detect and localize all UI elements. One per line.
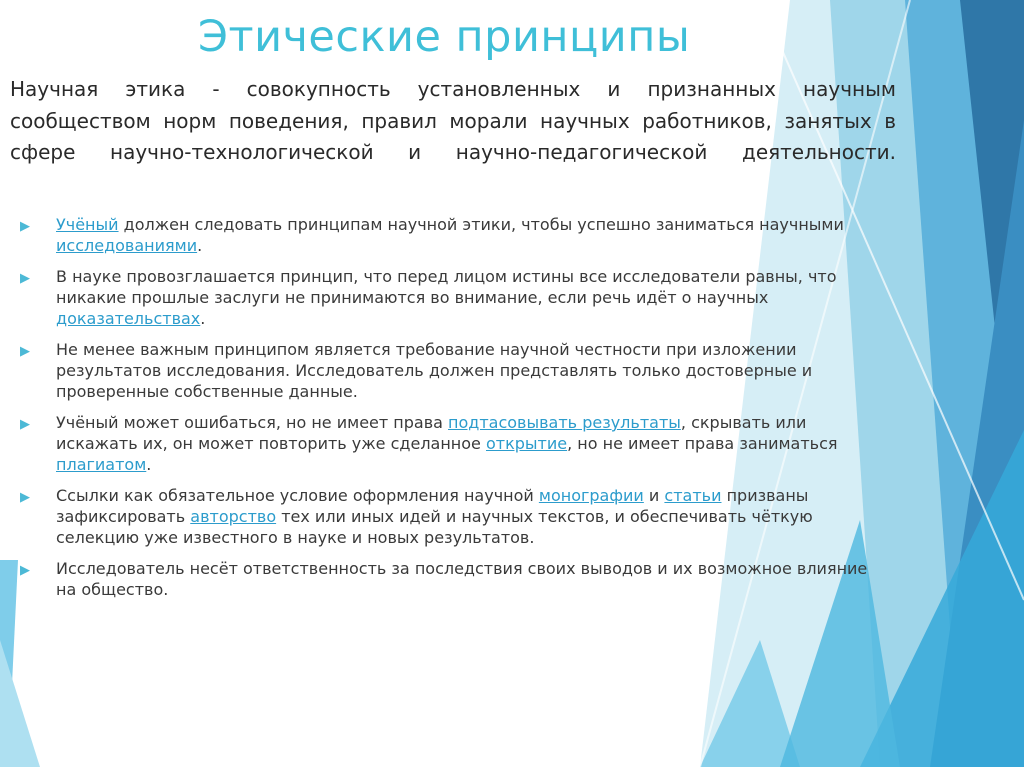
bullet-list bbox=[20, 214, 890, 610]
bullet-item bbox=[20, 558, 890, 600]
bullet-text: Исследователь несёт ответственность за последствия своих выводов и их возможное влияние на общество. bbox=[56, 559, 868, 599]
bullet-text: Ссылки как обязательное условие оформления научной bbox=[56, 486, 539, 505]
bullet-item bbox=[20, 214, 890, 256]
bullet-text: призваны зафиксировать bbox=[56, 486, 809, 526]
bullet-arrow-icon: ▶ bbox=[20, 271, 30, 286]
bullet-text: , скрывать или искажать их, он может повторить уже сделанное bbox=[56, 413, 807, 453]
bullet-arrow-icon: ▶ bbox=[20, 490, 30, 505]
bullet-arrow-icon: ▶ bbox=[20, 219, 30, 234]
bullet-arrow-icon: ▶ bbox=[20, 563, 30, 578]
bullet-item bbox=[20, 485, 890, 548]
hyperlink[interactable]: плагиатом bbox=[56, 455, 147, 474]
bullet-item bbox=[20, 266, 890, 329]
bullet-text: . bbox=[200, 309, 206, 328]
bullet-text: тех или иных идей и научных текстов, и обеспечивать чёткую селекцию уже известного в науке и новых результатов. bbox=[56, 507, 813, 547]
bullet-text: и bbox=[643, 486, 665, 505]
bullet-text: . bbox=[146, 455, 152, 474]
hyperlink[interactable]: монографии bbox=[538, 486, 644, 505]
hyperlink[interactable]: открытие bbox=[485, 434, 568, 453]
hyperlink[interactable]: исследованиями bbox=[56, 236, 198, 255]
bullet-text: Не менее важным принципом является требование научной честности при изложении результатов исследования. Исследователь должен представлять только достоверные и проверенные собственные данные. bbox=[56, 340, 813, 401]
intro-paragraph: Научная этика - совокупность установленных и признанных научным сообществом норм поведения, правил морали научных работников, занятых в сфере научно-технологической и научно-педагогической деятельности. bbox=[10, 77, 896, 164]
bullet-text: должен следовать принципам научной этики, чтобы успешно заниматься научными bbox=[118, 215, 844, 234]
bullet-arrow-icon: ▶ bbox=[20, 344, 30, 359]
slide-title: Этические принципы bbox=[198, 12, 691, 62]
bullet-text: , но не имеет права заниматься bbox=[567, 434, 838, 453]
bullet-arrow-icon: ▶ bbox=[20, 417, 30, 432]
hyperlink[interactable]: доказательствах bbox=[56, 309, 201, 328]
hyperlink[interactable]: авторство bbox=[190, 507, 277, 526]
bullet-item bbox=[20, 412, 890, 475]
hyperlink[interactable]: статьи bbox=[664, 486, 722, 505]
bullet-item bbox=[20, 339, 890, 402]
bullet-text: . bbox=[197, 236, 203, 255]
hyperlink[interactable]: Учёный bbox=[56, 215, 119, 234]
hyperlink[interactable]: подтасовывать результаты bbox=[448, 413, 681, 432]
bullet-text: Учёный может ошибаться, но не имеет права bbox=[56, 413, 449, 432]
bullet-text: В науке провозглашается принцип, что перед лицом истины все исследователи равны, что никакие прошлые заслуги не принимаются во внимание, если речь идёт о научных bbox=[56, 267, 837, 307]
